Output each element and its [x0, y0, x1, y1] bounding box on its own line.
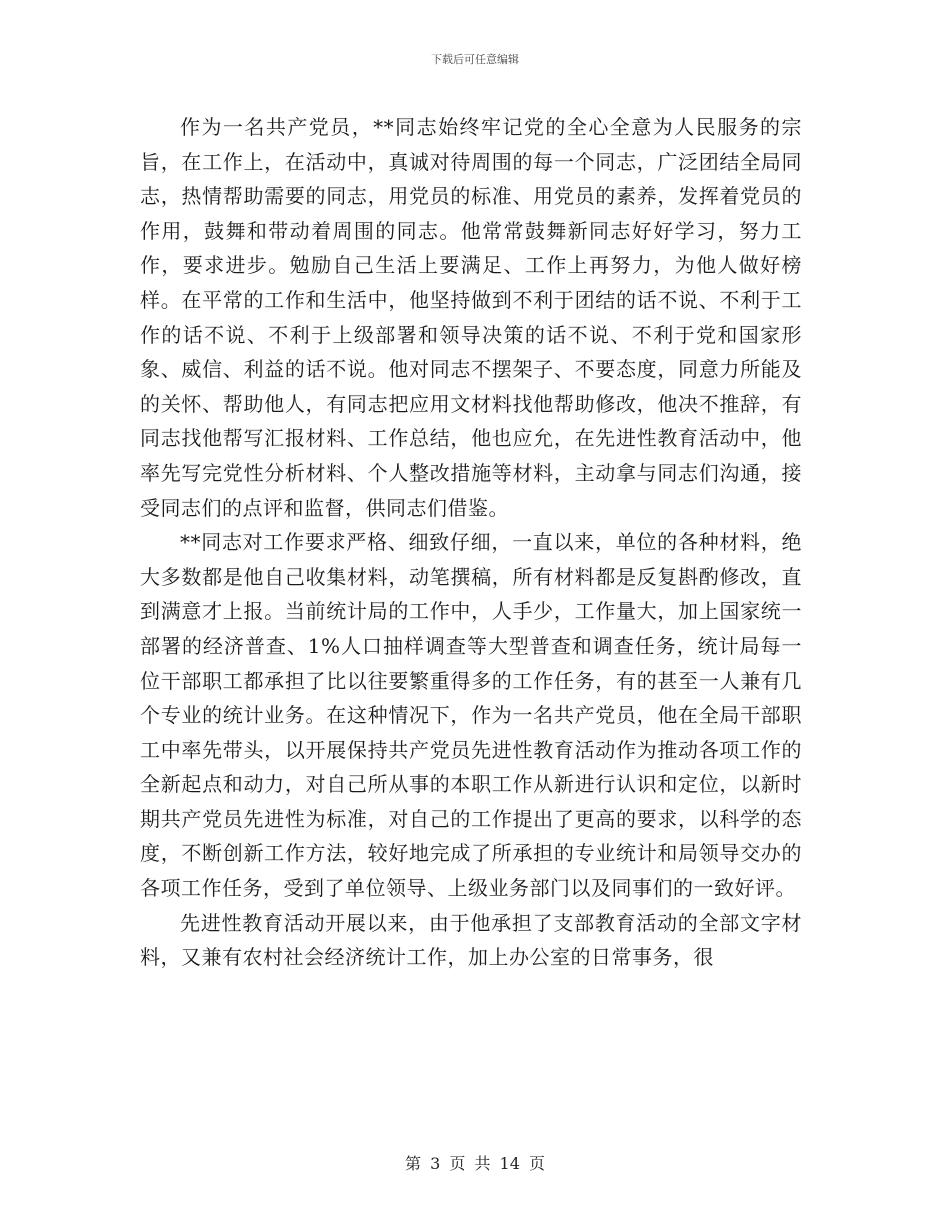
page-footer: 第 3 页 共 14 页 [405, 1154, 545, 1173]
page-header: 下载后可任意编辑 [431, 53, 519, 66]
document-body [140, 110, 802, 975]
paragraph: 先进性教育活动开展以来，由于他承担了支部教育活动的全部文字材料，又兼有农村社会经济统计工作，加上办公室的日常事务，很 [140, 910, 802, 970]
paragraph: 作为一名共产党员，**同志始终牢记党的全心全意为人民服务的宗旨，在工作上，在活动中，真诚对待周围的每一个同志，广泛团结全局同志，热情帮助需要的同志，用党员的标准、用党员的素养，发挥着党员的作用，鼓舞和带动着周围的同志。他常常鼓舞新同志好好学习，努力工作，要求进步。勉励自己生活上要满足、工作上再努力，为他人做好榜样。在平常的工作和生活中，他坚持做到不利于团结的话不说、不利于工作的话不说、不利于上级部署和领导决策的话不说、不利于党和国家形象、威信、利益的话不说。他对同志不摆架子、不要态度，同意力所能及的关怀、帮助他人，有同志把应用文材料找他帮助修改，他决不推辞，有同志找他帮写汇报材料、工作总结，他也应允，在先进性教育活动中，他率先写完党性分析材料、个人整改措施等材料，主动拿与同志们沟通，接受同志们的点评和监督，供同志们借鉴。 [140, 115, 802, 520]
paragraph: **同志对工作要求严格、细致仔细，一直以来，单位的各种材料，绝大多数都是他自己收集材料，动笔撰稿，所有材料都是反复斟酌修改，直到满意才上报。当前统计局的工作中，人手少，工作量大，加上国家统一部署的经济普查、1%人口抽样调查等大型普查和调查任务，统计局每一位干部职工都承担了比以往要繁重得多的工作任务，有的甚至一人兼有几个专业的统计业务。在这种情况下，作为一名共产党员，他在全局干部职工中率先带头，以开展保持共产党员先进性教育活动作为推动各项工作的全新起点和动力，对自己所从事的本职工作从新进行认识和定位，以新时期共产党员先进性为标准，对自己的工作提出了更高的要求，以科学的态度，不断创新工作方法，较好地完成了所承担的专业统计和局领导交办的各项工作任务，受到了单位领导、上级业务部门以及同事们的一致好评。 [140, 530, 802, 901]
